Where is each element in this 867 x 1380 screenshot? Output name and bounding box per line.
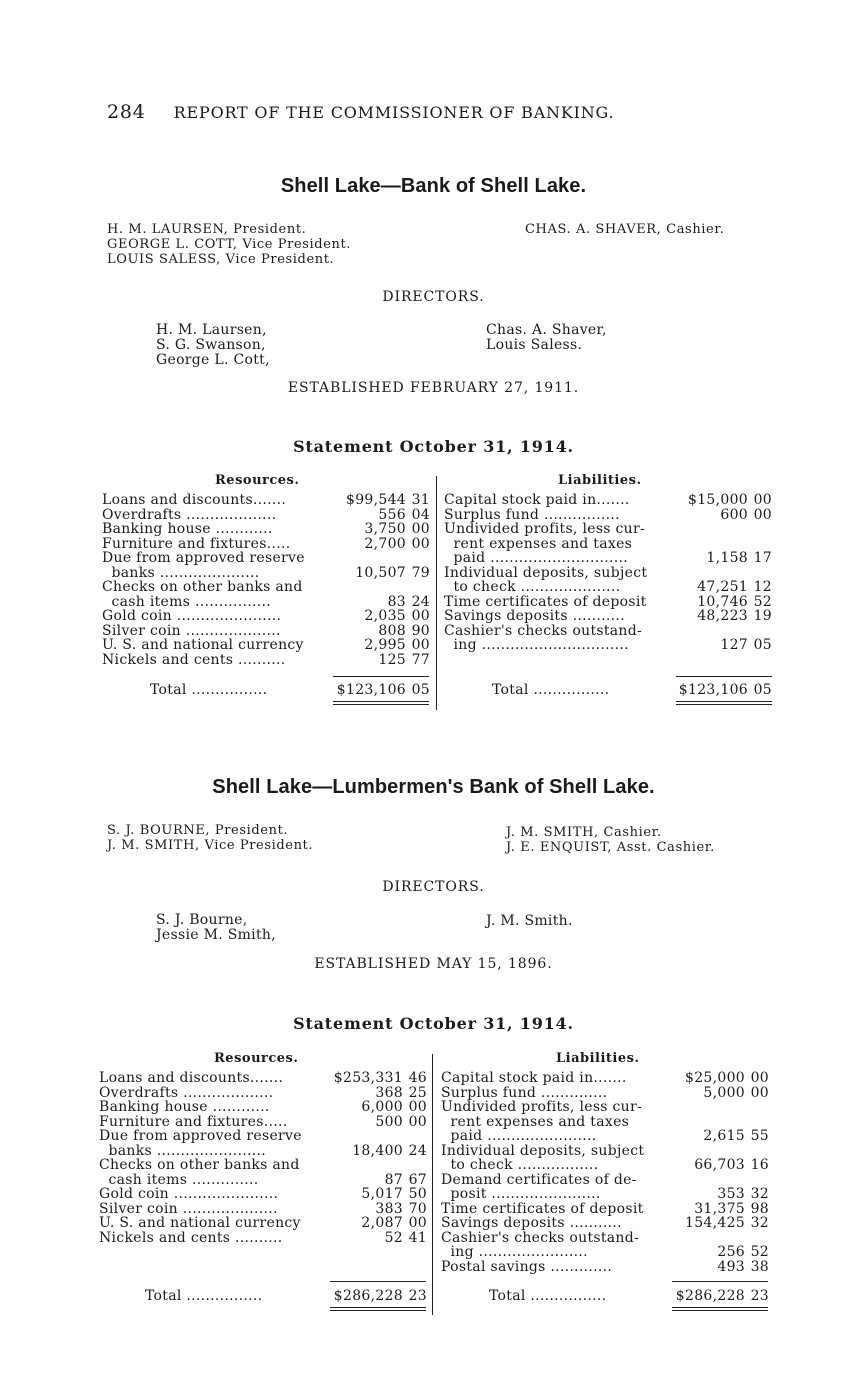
amount-dollars: 368 — [375, 1084, 403, 1101]
ledger-row — [441, 1144, 769, 1159]
ledger-row — [99, 1071, 427, 1086]
directors-heading: DIRECTORS. — [382, 879, 485, 895]
item-amount — [673, 1245, 769, 1260]
item-label: Savings deposits ........... — [441, 1216, 622, 1231]
item-amount — [331, 1216, 427, 1231]
amount-dollars: 154,425 — [685, 1215, 745, 1231]
ledger-row — [99, 1129, 427, 1144]
amount-cents: 31 — [411, 492, 430, 508]
resources-total — [145, 1288, 427, 1304]
amount-dollars: 52 — [384, 1229, 403, 1246]
ledger-row — [444, 580, 772, 595]
amount-cents: 00 — [750, 1084, 769, 1101]
total-amount — [676, 682, 772, 698]
ledger-row — [99, 1216, 427, 1231]
directors-left — [156, 323, 270, 368]
ledger-row — [102, 551, 430, 566]
ledger-row — [102, 653, 430, 668]
amount-cents: 00 — [411, 535, 430, 552]
item-amount — [334, 638, 430, 653]
item-label: Due from approved reserve — [102, 551, 305, 566]
item-amount — [676, 493, 772, 508]
item-label: Furniture and fixtures..... — [102, 536, 291, 551]
item-amount — [673, 1202, 769, 1217]
item-amount — [334, 522, 430, 537]
amount-cents: 23 — [750, 1288, 769, 1304]
officers-right — [525, 222, 724, 237]
officers-left — [107, 823, 313, 853]
item-label: Capital stock paid in....... — [441, 1071, 627, 1086]
directors-right — [486, 914, 573, 929]
director-name: George L. Cott, — [156, 352, 270, 368]
ledger-row — [102, 580, 430, 595]
amount-dollars: 47,251 — [697, 579, 748, 595]
officer-line: CHAS. A. SHAVER, Cashier. — [525, 222, 725, 237]
item-amount — [334, 537, 430, 552]
total-label: Total ................ — [150, 682, 268, 698]
amount-cents: 00 — [750, 1070, 769, 1086]
directors-left — [156, 913, 276, 943]
item-label: paid ....................... — [441, 1129, 597, 1144]
item-amount — [673, 1071, 769, 1086]
double-rule — [676, 701, 772, 705]
item-label: Silver coin .................... — [102, 623, 281, 638]
running-header — [107, 101, 614, 123]
item-amount — [673, 1216, 769, 1231]
ledger-row — [99, 1100, 427, 1115]
item-label: Due from approved reserve — [99, 1129, 302, 1144]
amount-cents: 70 — [408, 1200, 427, 1217]
ledger-row — [441, 1100, 769, 1115]
item-label: U. S. and national currency — [102, 638, 304, 653]
director-name: Chas. A. Shaver, — [486, 322, 607, 338]
ledger-row — [444, 537, 772, 552]
item-label: Undivided profits, less cur- — [441, 1100, 643, 1115]
amount-dollars: $286,228 — [333, 1288, 403, 1304]
amount-cents: 55 — [750, 1128, 769, 1144]
item-amount — [334, 566, 430, 581]
item-amount — [676, 595, 772, 610]
ledger-row — [102, 624, 430, 639]
item-label: Checks on other banks and — [99, 1158, 300, 1173]
item-label: Cashier's checks outstand- — [441, 1230, 640, 1245]
director-name: J. M. Smith. — [486, 913, 573, 929]
item-amount — [673, 1144, 769, 1159]
column-divider — [436, 476, 437, 710]
column-divider — [432, 1054, 433, 1315]
amount-dollars: 556 — [378, 506, 406, 523]
amount-cents: 16 — [750, 1157, 769, 1173]
ledger-row — [444, 551, 772, 566]
amount-dollars: 31,375 — [694, 1200, 745, 1217]
item-amount — [676, 580, 772, 595]
total-label: Total ................ — [145, 1288, 263, 1304]
amount-dollars: 493 — [717, 1258, 745, 1275]
item-label: Silver coin .................... — [99, 1201, 278, 1216]
resources-title: Resources. — [214, 1051, 299, 1066]
sum-rule — [676, 676, 772, 677]
item-amount — [334, 551, 430, 566]
item-label: Time certificates of deposit — [441, 1201, 644, 1216]
directors-right — [486, 323, 607, 353]
amount-cents: 00 — [408, 1099, 427, 1115]
ledger-row — [441, 1202, 769, 1217]
ledger-row — [99, 1231, 427, 1246]
item-amount — [676, 551, 772, 566]
item-label: to check ................. — [441, 1158, 599, 1173]
amount-cents: 05 — [753, 682, 772, 698]
item-amount — [331, 1158, 427, 1173]
amount-dollars: 2,700 — [364, 535, 406, 552]
amount-dollars: 2,035 — [364, 608, 406, 624]
item-amount — [673, 1129, 769, 1144]
item-amount — [331, 1144, 427, 1159]
amount-cents: 04 — [411, 506, 430, 523]
officer-line: H. M. LAURSEN, President. — [107, 222, 307, 237]
ledger-row — [99, 1115, 427, 1130]
amount-dollars: 66,703 — [694, 1157, 745, 1173]
amount-cents: 17 — [753, 550, 772, 566]
director-name: Jessie M. Smith, — [156, 927, 276, 943]
item-amount — [676, 508, 772, 523]
amount-dollars: 127 — [720, 637, 748, 653]
item-amount — [331, 1086, 427, 1101]
item-label: Individual deposits, subject — [441, 1143, 645, 1158]
liabilities-title: Liabilities. — [558, 473, 642, 488]
officer-line: J. M. SMITH, Vice President. — [107, 838, 314, 853]
amount-cents: 52 — [750, 1244, 769, 1260]
officers-right — [506, 825, 715, 855]
amount-dollars: $25,000 — [685, 1070, 745, 1086]
amount-dollars: 353 — [717, 1186, 745, 1202]
ledger-row — [102, 609, 430, 624]
item-label: ing ............................... — [444, 638, 629, 653]
item-amount — [334, 653, 430, 668]
item-amount — [334, 493, 430, 508]
ledger-row — [102, 493, 430, 508]
item-label: Overdrafts ................... — [99, 1085, 274, 1100]
amount-dollars: 3,750 — [364, 521, 406, 537]
item-amount — [676, 624, 772, 639]
ledger-row — [444, 609, 772, 624]
amount-cents: 05 — [753, 637, 772, 653]
item-label: cash items ................ — [102, 594, 271, 609]
amount-cents: 67 — [408, 1171, 427, 1188]
item-label: Overdrafts ................... — [102, 507, 277, 522]
officer-line: LOUIS SALESS, Vice President. — [107, 252, 335, 267]
item-amount — [334, 609, 430, 624]
ledger-row — [441, 1173, 769, 1188]
officer-line: GEORGE L. COTT, Vice President. — [107, 237, 352, 252]
item-label: Surplus fund ................ — [444, 507, 620, 522]
amount-cents: 77 — [411, 651, 430, 668]
officers-left — [107, 222, 351, 267]
amount-dollars: 5,000 — [703, 1084, 745, 1101]
item-amount — [676, 609, 772, 624]
item-label: ing ....................... — [441, 1245, 588, 1260]
ledger-row — [102, 508, 430, 523]
item-label: Banking house ............ — [99, 1100, 270, 1115]
director-name: H. M. Laursen, — [156, 322, 267, 338]
item-amount — [331, 1231, 427, 1246]
liabilities-list — [441, 1071, 769, 1274]
resources-list — [102, 493, 430, 667]
amount-cents: 52 — [753, 593, 772, 610]
total-label: Total ................ — [492, 682, 610, 698]
item-amount — [331, 1173, 427, 1188]
resources-total — [150, 682, 430, 698]
bank-title: Shell Lake—Lumbermen's Bank of Shell Lake. — [212, 776, 655, 798]
item-amount — [331, 1129, 427, 1144]
amount-dollars: 6,000 — [361, 1099, 403, 1115]
ledger-row — [99, 1144, 427, 1159]
item-amount — [331, 1202, 427, 1217]
amount-cents: 23 — [408, 1288, 427, 1304]
total-amount — [331, 1288, 427, 1304]
resources-list — [99, 1071, 427, 1245]
amount-cents: 00 — [408, 1113, 427, 1130]
amount-dollars: 2,615 — [703, 1128, 745, 1144]
liabilities-total — [489, 1288, 769, 1304]
item-label: Gold coin ...................... — [102, 609, 282, 624]
ledger-row — [99, 1187, 427, 1202]
amount-dollars: 1,158 — [706, 550, 748, 566]
sum-rule — [672, 1281, 768, 1282]
item-amount — [676, 537, 772, 552]
amount-dollars: 5,017 — [361, 1186, 403, 1202]
item-label: rent expenses and taxes — [444, 536, 633, 551]
resources-title: Resources. — [215, 473, 300, 488]
item-amount — [673, 1187, 769, 1202]
officer-line: S. J. BOURNE, President. — [107, 823, 289, 838]
ledger-row — [441, 1115, 769, 1130]
amount-dollars: 500 — [375, 1113, 403, 1130]
amount-cents: 25 — [408, 1084, 427, 1101]
ledger-row — [99, 1158, 427, 1173]
amount-dollars: $286,228 — [675, 1288, 745, 1304]
item-label: U. S. and national currency — [99, 1216, 301, 1231]
amount-cents: 32 — [750, 1186, 769, 1202]
item-label: posit ....................... — [441, 1187, 601, 1202]
item-amount — [331, 1187, 427, 1202]
total-amount — [334, 682, 430, 698]
amount-dollars: $253,331 — [333, 1070, 403, 1086]
amount-dollars: 383 — [375, 1200, 403, 1217]
amount-cents: 38 — [750, 1258, 769, 1275]
amount-cents: 24 — [408, 1142, 427, 1159]
officer-line: J. M. SMITH, Cashier. — [506, 825, 662, 840]
item-amount — [676, 638, 772, 653]
page-number: 284 — [107, 101, 146, 123]
item-label: Cashier's checks outstand- — [444, 623, 643, 638]
item-label: Nickels and cents .......... — [102, 652, 286, 667]
amount-cents: 12 — [753, 579, 772, 595]
ledger-row — [102, 522, 430, 537]
amount-cents: 41 — [408, 1229, 427, 1246]
item-label: Surplus fund .............. — [441, 1085, 608, 1100]
item-amount — [331, 1115, 427, 1130]
running-title: REPORT OF THE COMMISSIONER OF BANKING. — [173, 103, 615, 122]
amount-dollars: 600 — [720, 506, 748, 523]
amount-dollars: 256 — [717, 1244, 745, 1260]
item-amount — [673, 1158, 769, 1173]
amount-dollars: $123,106 — [336, 682, 406, 698]
ledger-row — [99, 1202, 427, 1217]
total-label: Total ................ — [489, 1288, 607, 1304]
amount-cents: 24 — [411, 593, 430, 610]
item-amount — [334, 624, 430, 639]
item-amount — [334, 595, 430, 610]
liabilities-total — [492, 682, 772, 698]
item-label: Individual deposits, subject — [444, 565, 648, 580]
ledger-row — [444, 508, 772, 523]
statement-title: Statement October 31, 1914. — [293, 1014, 574, 1033]
item-label: to check ..................... — [444, 580, 621, 595]
item-amount — [673, 1086, 769, 1101]
amount-dollars: 2,087 — [361, 1215, 403, 1231]
amount-dollars: 10,746 — [697, 593, 748, 610]
amount-cents: 00 — [408, 1215, 427, 1231]
ledger-row — [441, 1245, 769, 1260]
statement-title: Statement October 31, 1914. — [293, 437, 574, 456]
amount-cents: 32 — [750, 1215, 769, 1231]
ledger-row — [444, 638, 772, 653]
ledger-row — [102, 566, 430, 581]
ledger-row — [441, 1260, 769, 1275]
amount-dollars: $15,000 — [688, 492, 748, 508]
ledger-row — [102, 595, 430, 610]
ledger-row — [441, 1071, 769, 1086]
ledger-row — [441, 1158, 769, 1173]
amount-dollars: $99,544 — [346, 492, 406, 508]
item-label: rent expenses and taxes — [441, 1114, 630, 1129]
double-rule — [333, 701, 429, 705]
amount-cents: 98 — [750, 1200, 769, 1217]
item-amount — [334, 580, 430, 595]
item-label: Banking house ............ — [102, 522, 273, 537]
ledger-row — [441, 1216, 769, 1231]
item-label: Checks on other banks and — [102, 580, 303, 595]
item-amount — [334, 508, 430, 523]
ledger-row — [441, 1129, 769, 1144]
sum-rule — [330, 1281, 426, 1282]
item-label: Time certificates of deposit — [444, 594, 647, 609]
ledger-row — [99, 1086, 427, 1101]
item-label: banks ..................... — [102, 565, 260, 580]
amount-cents: 05 — [411, 682, 430, 698]
amount-cents: 00 — [411, 521, 430, 537]
amount-dollars: 808 — [378, 622, 406, 639]
amount-dollars: 10,507 — [355, 564, 406, 581]
double-rule — [330, 1307, 426, 1311]
item-label: Postal savings ............. — [441, 1259, 613, 1274]
ledger-row — [441, 1086, 769, 1101]
amount-cents: 00 — [753, 506, 772, 523]
item-amount — [331, 1071, 427, 1086]
amount-dollars: 48,223 — [697, 608, 748, 624]
liabilities-title: Liabilities. — [556, 1051, 640, 1066]
item-amount — [673, 1231, 769, 1246]
item-amount — [673, 1115, 769, 1130]
amount-dollars: 125 — [378, 651, 406, 668]
ledger-row — [102, 638, 430, 653]
item-amount — [331, 1100, 427, 1115]
director-name: S. G. Swanson, — [156, 337, 266, 353]
item-label: paid ............................. — [444, 551, 628, 566]
item-label: Savings deposits ........... — [444, 609, 625, 624]
amount-dollars: 87 — [384, 1171, 403, 1188]
ledger-row — [444, 595, 772, 610]
item-amount — [673, 1173, 769, 1188]
item-label: Capital stock paid in....... — [444, 493, 630, 508]
ledger-row — [102, 537, 430, 552]
liabilities-list — [444, 493, 772, 653]
item-label: Undivided profits, less cur- — [444, 522, 646, 537]
amount-cents: 00 — [753, 492, 772, 508]
ledger-row — [444, 522, 772, 537]
item-label: Demand certificates of de- — [441, 1172, 637, 1187]
directors-heading: DIRECTORS. — [382, 289, 485, 305]
item-label: Nickels and cents .......... — [99, 1230, 283, 1245]
amount-cents: 00 — [411, 608, 430, 624]
amount-dollars: 83 — [387, 593, 406, 610]
ledger-row — [441, 1187, 769, 1202]
item-label: Gold coin ...................... — [99, 1187, 279, 1202]
amount-dollars: $123,106 — [678, 682, 748, 698]
total-amount — [673, 1288, 769, 1304]
director-name: S. J. Bourne, — [156, 912, 248, 928]
established-date: ESTABLISHED FEBRUARY 27, 1911. — [287, 380, 580, 396]
amount-cents: 19 — [753, 608, 772, 624]
amount-cents: 90 — [411, 622, 430, 639]
amount-cents: 79 — [411, 564, 430, 581]
item-amount — [673, 1100, 769, 1115]
item-label: banks ....................... — [99, 1143, 266, 1158]
amount-dollars: 18,400 — [352, 1142, 403, 1159]
item-amount — [676, 566, 772, 581]
item-label: Furniture and fixtures..... — [99, 1114, 288, 1129]
item-label: cash items .............. — [99, 1172, 259, 1187]
ledger-row — [444, 624, 772, 639]
ledger-row — [441, 1231, 769, 1246]
director-name: Louis Saless. — [486, 337, 583, 353]
amount-dollars: 2,995 — [364, 637, 406, 653]
amount-cents: 00 — [411, 637, 430, 653]
item-amount — [673, 1260, 769, 1275]
established-date: ESTABLISHED MAY 15, 1896. — [314, 956, 553, 972]
double-rule — [672, 1307, 768, 1311]
ledger-row — [99, 1173, 427, 1188]
bank-title: Shell Lake—Bank of Shell Lake. — [280, 175, 587, 197]
ledger-row — [444, 566, 772, 581]
amount-cents: 50 — [408, 1186, 427, 1202]
ledger-row — [444, 493, 772, 508]
officer-line: J. E. ENQUIST, Asst. Cashier. — [506, 840, 715, 855]
sum-rule — [333, 676, 429, 677]
item-amount — [676, 522, 772, 537]
item-label: Loans and discounts....... — [99, 1071, 284, 1086]
amount-cents: 46 — [408, 1070, 427, 1086]
item-label: Loans and discounts....... — [102, 493, 287, 508]
